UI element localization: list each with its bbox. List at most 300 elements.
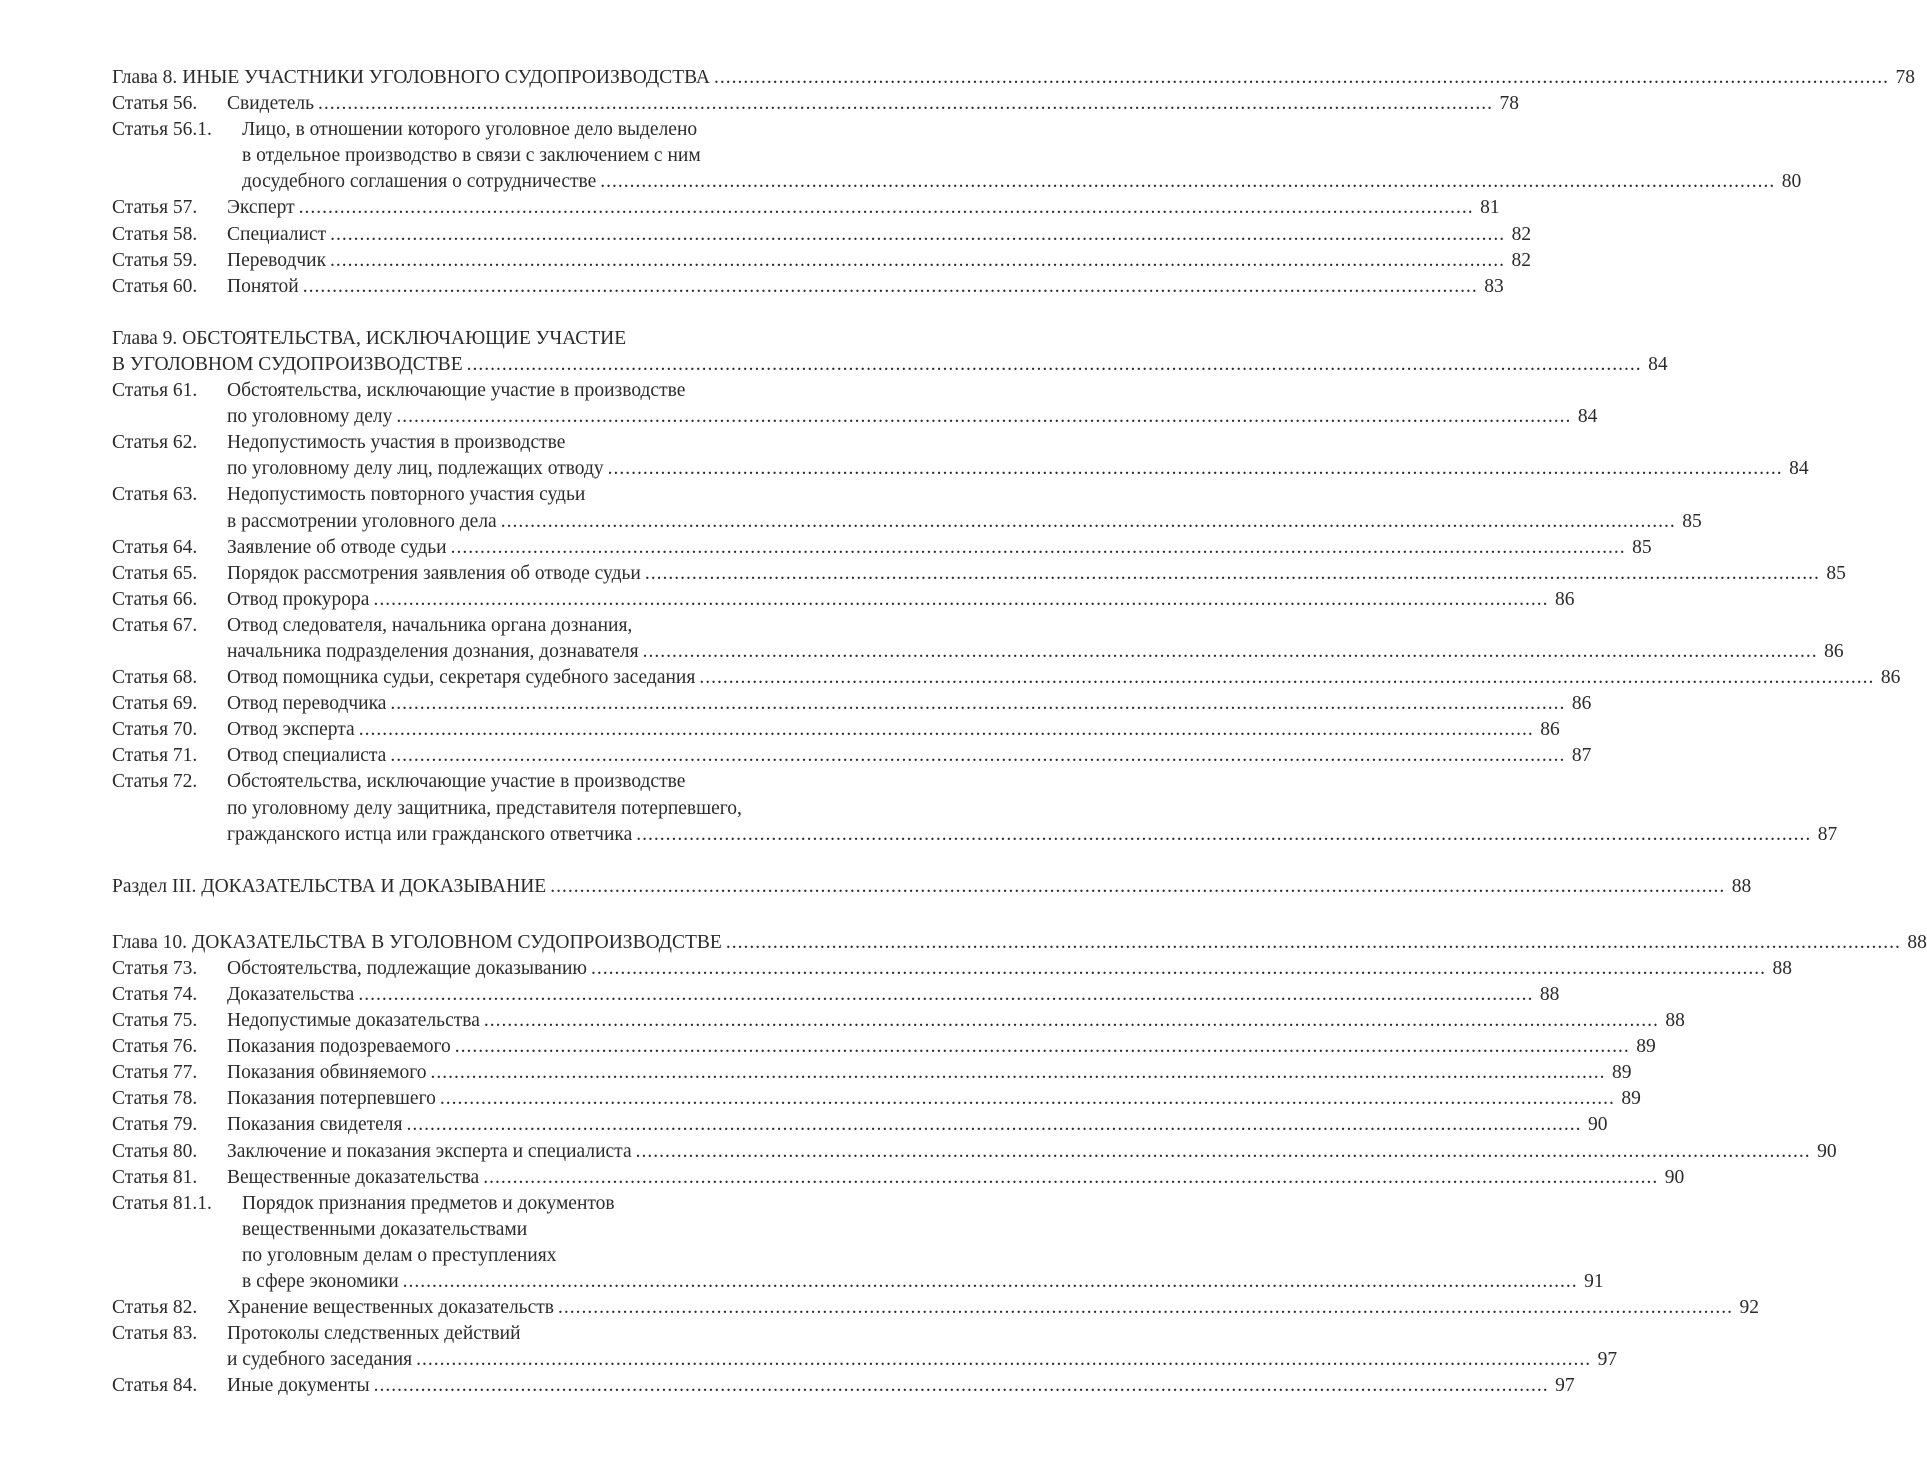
entry-title-text: Отвод помощника судьи, секретаря судебного заседания [227, 667, 696, 689]
toc-article-entry[interactable] [112, 1321, 1618, 1373]
entry-title-line [227, 404, 392, 430]
entry-label: Статья 63. [112, 484, 198, 506]
entry-line [227, 822, 1838, 848]
entry-label: Статья 81. [112, 1166, 198, 1188]
entry-body [227, 535, 1652, 561]
entry-title-text: Недопустимость участия в производстве [227, 432, 566, 454]
entry-title-text: по уголовному делу лиц, подлежащих отводу [227, 458, 604, 480]
dot-leader: ........................................................................................................................................................................................................ [402, 1271, 1578, 1293]
toc-chapter-entry[interactable] [112, 326, 1668, 378]
entry-line [112, 930, 1927, 956]
page-number: 89 [1636, 1036, 1656, 1058]
entry-title-line [227, 743, 386, 769]
entry-line [227, 274, 1504, 300]
dot-leader: ........................................................................................................................................................................................................ [600, 171, 1776, 193]
entry-title-line [227, 509, 497, 535]
entry-line [227, 613, 948, 639]
page-number: 78 [1499, 93, 1520, 115]
toc-article-entry[interactable] [112, 1165, 1685, 1191]
entry-label: Статья 82. [112, 1297, 198, 1319]
entry-body [227, 691, 1592, 717]
page-number: 97 [1555, 1375, 1575, 1397]
entry-body [227, 561, 1846, 587]
entry-label: Статья 73. [112, 957, 198, 979]
toc-article-entry[interactable] [112, 248, 1532, 274]
dot-leader: ........................................................................................................................................................................................................ [430, 1062, 1606, 1084]
entry-body [227, 1008, 1685, 1034]
entry-line [227, 1034, 1656, 1060]
entry-label: Статья 65. [112, 562, 198, 584]
entry-title-line [227, 1347, 412, 1373]
toc-article-entry[interactable] [112, 1373, 1575, 1399]
entry-line [227, 982, 1560, 1008]
entry-title-text: досудебного соглашения о сотрудничестве [242, 171, 597, 193]
entry-title-text: в рассмотрении уголовного дела [227, 510, 497, 532]
page-number: 86 [1554, 588, 1575, 610]
entry-line [227, 1321, 948, 1347]
entry-body [227, 1321, 1618, 1373]
entry-title-text: ОБСТОЯТЕЛЬСТВА, ИСКЛЮЧАЮЩИЕ УЧАСТИЕ [182, 327, 627, 349]
dot-leader: ........................................................................................................................................................................................................ [635, 1140, 1811, 1162]
dot-leader: ........................................................................................................................................................................................................ [454, 1036, 1630, 1058]
entry-title-line [227, 587, 369, 613]
page-number: 80 [1781, 171, 1802, 193]
page-number: 85 [1682, 510, 1702, 532]
page-number: 86 [1540, 719, 1560, 741]
entry-title-line [227, 222, 326, 248]
entry-body [227, 248, 1532, 274]
entry-body [227, 430, 1809, 482]
toc-article-entry[interactable] [112, 982, 1560, 1008]
page-number: 88 [1665, 1010, 1685, 1032]
entry-title-text: Показания обвиняемого [227, 1062, 427, 1084]
entry-title-line [227, 456, 604, 482]
entry-title-text: Показания свидетеля [227, 1114, 403, 1136]
entry-label: Статья 62. [112, 432, 198, 454]
entry-title-line [227, 1165, 479, 1191]
entry-title-line [227, 956, 587, 982]
entry-title-text: Вещественные доказательства [227, 1166, 480, 1188]
entry-body [227, 1034, 1656, 1060]
entry-line [112, 874, 1752, 900]
entry-title-line [227, 1008, 480, 1034]
toc-article-entry[interactable] [112, 717, 1560, 743]
entry-title-text: Эксперт [227, 197, 295, 219]
entry-body [242, 1191, 1604, 1295]
dot-leader: ........................................................................................................................................................................................................ [373, 1375, 1549, 1397]
entry-title-text: Обстоятельства, исключающие участие в производстве [227, 380, 686, 402]
entry-line [227, 639, 1844, 665]
entry-line [227, 1086, 1641, 1112]
entry-title-text: по уголовному делу [227, 406, 393, 428]
entry-title-text: Порядок рассмотрения заявления об отводе судьи [227, 562, 641, 584]
entry-title-line [227, 796, 742, 822]
page-number: 86 [1571, 693, 1592, 715]
entry-title-line [227, 1295, 554, 1321]
entry-title-text: Лицо, в отношении которого уголовное дело выделено [242, 119, 698, 141]
entry-title-text: Специалист [227, 223, 327, 245]
dot-leader: ........................................................................................................................................................................................................ [500, 510, 1676, 532]
entry-title-line [112, 65, 710, 91]
page-number: 91 [1584, 1271, 1604, 1293]
entry-line [227, 195, 1500, 221]
entry-title-text: Порядок признания предметов и документов [242, 1192, 615, 1214]
entry-body [227, 1060, 1632, 1086]
entry-label: Статья 56.1. [112, 119, 212, 141]
dot-leader: ........................................................................................................................................................................................................ [318, 93, 1494, 115]
entry-line [227, 1139, 1837, 1165]
entry-title-text: Заявление об отводе судьи [227, 536, 447, 558]
entry-body [227, 222, 1532, 248]
page-number: 85 [1826, 562, 1846, 584]
toc-article-entry[interactable] [112, 91, 1520, 117]
page-number: 83 [1484, 275, 1504, 297]
toc-article-entry[interactable] [112, 1295, 1759, 1321]
entry-title-text: Отвод следователя, начальника органа дознания, [227, 614, 633, 636]
entry-title-text: вещественными доказательствами [242, 1218, 528, 1240]
dot-leader: ........................................................................................................................................................................................................ [416, 1349, 1592, 1371]
entry-title-line [242, 1217, 527, 1243]
entry-title-text: Доказательства [227, 984, 355, 1005]
entry-line [227, 665, 1901, 691]
entry-label: Статья 80. [112, 1140, 198, 1162]
dot-leader: ........................................................................................................................................................................................................ [644, 562, 1820, 584]
toc-article-entry[interactable] [112, 222, 1532, 248]
entry-title-text: в отдельное производство в связи с заключением с ним [242, 145, 701, 167]
entry-title-line [227, 1034, 451, 1060]
entry-line [227, 717, 1560, 743]
entry-body [227, 613, 1844, 665]
entry-title-line [227, 378, 685, 404]
entry-title-text: гражданского истца или гражданского ответчика [227, 823, 633, 845]
toc-article-entry[interactable] [112, 587, 1575, 613]
page-number: 84 [1789, 458, 1809, 480]
page-number: 78 [1895, 67, 1915, 88]
dot-leader: ........................................................................................................................................................................................................ [483, 1166, 1659, 1188]
toc-chapter-entry[interactable] [112, 930, 1927, 956]
toc-article-entry[interactable] [112, 1139, 1837, 1165]
entry-title-line [242, 1191, 615, 1217]
page-number: 82 [1511, 223, 1532, 245]
entry-title-line [112, 930, 722, 956]
entry-title-line [112, 352, 463, 378]
entry-line [227, 769, 948, 795]
dot-leader: ........................................................................................................................................................................................................ [358, 719, 1534, 741]
entry-title-text: начальника подразделения дознания, дознавателя [227, 640, 639, 662]
entry-body [227, 769, 1838, 847]
entry-title-line [227, 1139, 632, 1165]
entry-title-text: Обстоятельства, подлежащие доказыванию [227, 957, 587, 979]
entry-label: Статья 59. [112, 249, 198, 271]
page-number: 81 [1480, 197, 1500, 219]
dot-leader: ........................................................................................................................................................................................................ [390, 745, 1566, 767]
entry-label: Глава 9. [112, 327, 178, 349]
entry-title-line [227, 535, 447, 561]
entry-label: Глава 8. [112, 67, 178, 88]
toc-article-entry[interactable] [112, 1112, 1608, 1138]
entry-body [112, 326, 1668, 378]
entry-label: Статья 75. [112, 1010, 198, 1032]
dot-leader: ........................................................................................................................................................................................................ [591, 957, 1766, 979]
entry-label: Статья 72. [112, 771, 198, 793]
dot-leader: ........................................................................................................................................................................................................ [406, 1114, 1582, 1136]
entry-line [227, 248, 1532, 274]
toc-article-entry[interactable] [112, 613, 1844, 665]
entry-title-text: Хранение вещественных доказательств [227, 1297, 554, 1319]
dot-leader: ........................................................................................................................................................................................................ [699, 667, 1875, 689]
page-number: 87 [1817, 823, 1838, 845]
entry-label: Статья 81.1. [112, 1192, 212, 1214]
entry-body [227, 587, 1575, 613]
entry-title-line [227, 1086, 436, 1112]
toc-article-entry[interactable] [112, 274, 1504, 300]
entry-title-text: Отвод прокурора [227, 588, 370, 610]
entry-line [227, 587, 1575, 613]
entry-line [112, 352, 1668, 378]
entry-body [227, 743, 1592, 769]
entry-label: Статья 57. [112, 197, 198, 219]
entry-line [242, 1217, 948, 1243]
entry-body [227, 195, 1500, 221]
entry-line [227, 482, 948, 508]
toc-article-entry[interactable] [112, 769, 1838, 847]
entry-label: Статья 67. [112, 614, 198, 636]
entry-title-text: Заключение и показания эксперта и специалиста [227, 1140, 632, 1162]
entry-body [112, 874, 1752, 900]
toc-section-entry[interactable] [112, 874, 1752, 900]
toc-article-entry[interactable] [112, 482, 1702, 534]
entry-body [227, 1165, 1685, 1191]
dot-leader: ........................................................................................................................................................................................................ [450, 536, 1626, 558]
entry-title-text: по уголовным делам о преступлениях [242, 1244, 557, 1266]
entry-body [242, 117, 1802, 195]
entry-label: Статья 84. [112, 1375, 198, 1397]
page-number: 84 [1648, 353, 1668, 375]
page-number: 88 [1772, 957, 1792, 979]
entry-title-text: Показания подозреваемого [227, 1036, 451, 1058]
entry-title-line [227, 822, 632, 848]
toc-article-entry[interactable] [112, 561, 1846, 587]
page-number: 84 [1577, 406, 1598, 428]
entry-title-line [227, 1373, 370, 1399]
entry-title-text: Протоколы следственных действий [227, 1323, 521, 1345]
entry-title-line [112, 874, 546, 900]
entry-title-text: Понятой [227, 275, 299, 297]
toc-article-entry[interactable] [112, 535, 1652, 561]
entry-line [227, 404, 1598, 430]
toc-article-entry[interactable] [112, 956, 1792, 982]
entry-title-line [112, 326, 626, 352]
entry-title-line [227, 982, 354, 1008]
page-number: 86 [1824, 640, 1844, 662]
entry-title-text: Отвод переводчика [227, 693, 387, 715]
page-number: 82 [1511, 249, 1532, 271]
entry-label: Статья 78. [112, 1088, 198, 1110]
table-of-contents [112, 65, 1927, 1400]
entry-title-text: Отвод специалиста [227, 745, 387, 767]
entry-line [227, 430, 948, 456]
entry-line [227, 378, 948, 404]
entry-label: Статья 83. [112, 1323, 198, 1345]
page-number: 89 [1611, 1062, 1632, 1084]
entry-line [227, 91, 1520, 117]
entry-title-text: по уголовному делу защитника, представителя потерпевшего, [227, 797, 742, 819]
entry-label: Статья 64. [112, 536, 198, 558]
entry-body [227, 91, 1520, 117]
page-number: 86 [1880, 667, 1901, 689]
entry-title-line [227, 274, 299, 300]
entry-title-text: ДОКАЗАТЕЛЬСТВА В УГОЛОВНОМ СУДОПРОИЗВОДСТВЕ [191, 931, 722, 953]
entry-label: Статья 71. [112, 745, 198, 767]
entry-line [242, 1243, 948, 1269]
toc-article-entry[interactable] [112, 1191, 1604, 1295]
entry-body [227, 665, 1901, 691]
entry-title-text: Переводчик [227, 249, 327, 271]
entry-title-line [227, 639, 639, 665]
entry-body [227, 274, 1504, 300]
entry-body [227, 956, 1792, 982]
entry-label: Статья 74. [112, 984, 198, 1005]
entry-label: Глава 10. [112, 931, 188, 953]
entry-title-line [227, 430, 565, 456]
entry-body [227, 1295, 1759, 1321]
entry-body [227, 982, 1560, 1008]
entry-title-line [227, 1060, 426, 1086]
page-number: 90 [1588, 1114, 1608, 1136]
entry-line [227, 1060, 1632, 1086]
dot-leader: ........................................................................................................................................................................................................ [358, 984, 1534, 1005]
toc-article-entry[interactable] [112, 1008, 1685, 1034]
dot-leader: ........................................................................................................................................................................................................ [302, 275, 1478, 297]
dot-leader: ........................................................................................................................................................................................................ [466, 353, 1642, 375]
page-number: 85 [1632, 536, 1652, 558]
entry-label: Статья 68. [112, 667, 198, 689]
entry-label: Статья 77. [112, 1062, 198, 1084]
toc-article-entry[interactable] [112, 117, 1802, 195]
toc-article-entry[interactable] [112, 430, 1809, 482]
toc-article-entry[interactable] [112, 1086, 1641, 1112]
entry-title-line [227, 665, 695, 691]
entry-label: Статья 79. [112, 1114, 198, 1136]
toc-article-entry[interactable] [112, 665, 1901, 691]
dot-leader: ........................................................................................................................................................................................................ [557, 1297, 1733, 1319]
entry-title-line [242, 117, 697, 143]
dot-leader: ........................................................................................................................................................................................................ [330, 223, 1506, 245]
entry-line [242, 1191, 948, 1217]
entry-label: Статья 60. [112, 275, 198, 297]
entry-body [112, 930, 1927, 956]
entry-title-line [242, 169, 596, 195]
dot-leader: ........................................................................................................................................................................................................ [483, 1010, 1659, 1032]
toc-chapter-entry[interactable] [112, 65, 1915, 91]
toc-article-entry[interactable] [112, 743, 1592, 769]
entry-title-line [242, 143, 701, 169]
entry-title-line [227, 613, 632, 639]
entry-title-line [227, 717, 355, 743]
entry-label: Раздел III. [112, 875, 197, 897]
entry-title-text: в сфере экономики [242, 1271, 399, 1293]
dot-leader: ........................................................................................................................................................................................................ [607, 458, 1783, 480]
entry-title-line [242, 1243, 556, 1269]
entry-line [227, 222, 1532, 248]
entry-body [227, 482, 1702, 534]
toc-article-entry[interactable] [112, 378, 1598, 430]
toc-article-entry[interactable] [112, 1060, 1632, 1086]
entry-line [227, 509, 1702, 535]
dot-leader: ........................................................................................................................................................................................................ [439, 1088, 1615, 1110]
toc-article-entry[interactable] [112, 195, 1500, 221]
entry-title-text: Иные документы [227, 1375, 370, 1397]
entry-line [227, 456, 1809, 482]
page-number: 88 [1907, 931, 1927, 953]
entry-body [227, 1373, 1575, 1399]
page-number: 90 [1664, 1166, 1685, 1188]
entry-label: Статья 61. [112, 380, 198, 402]
dot-leader: ........................................................................................................................................................................................................ [550, 875, 1726, 897]
entry-label: Статья 58. [112, 223, 198, 245]
entry-title-text: Обстоятельства, исключающие участие в производстве [227, 771, 686, 793]
entry-line [227, 956, 1792, 982]
entry-title-line [227, 91, 314, 117]
entry-title-line [227, 769, 685, 795]
entry-title-text: ДОКАЗАТЕЛЬСТВА И ДОКАЗЫВАНИЕ [201, 875, 547, 897]
entry-line [227, 796, 948, 822]
entry-label: Статья 56. [112, 93, 198, 115]
page-number: 88 [1539, 984, 1560, 1005]
entry-title-text: Отвод эксперта [227, 719, 355, 741]
entry-line [242, 143, 948, 169]
entry-body [112, 65, 1915, 91]
entry-line [227, 1112, 1608, 1138]
entry-title-text: Недопустимые доказательства [227, 1010, 480, 1032]
dot-leader: ........................................................................................................................................................................................................ [390, 693, 1566, 715]
entry-line [112, 65, 1915, 91]
entry-line [242, 1269, 1604, 1295]
entry-line [242, 169, 1802, 195]
dot-leader: ........................................................................................................................................................................................................ [725, 931, 1901, 953]
entry-title-line [227, 1112, 403, 1138]
entry-line [227, 535, 1652, 561]
page-number: 92 [1739, 1297, 1759, 1319]
entry-body [227, 1112, 1608, 1138]
entry-line [227, 1373, 1575, 1399]
entry-label: Статья 76. [112, 1036, 198, 1058]
page-number: 87 [1571, 745, 1592, 767]
dot-leader: ........................................................................................................................................................................................................ [636, 823, 1812, 845]
toc-article-entry[interactable] [112, 691, 1592, 717]
entry-title-line [227, 691, 386, 717]
entry-title-line [227, 1321, 521, 1347]
entry-title-text: Показания потерпевшего [227, 1088, 436, 1110]
toc-article-entry[interactable] [112, 1034, 1656, 1060]
entry-line [227, 1165, 1685, 1191]
dot-leader: ........................................................................................................................................................................................................ [298, 197, 1474, 219]
entry-body [227, 1086, 1641, 1112]
entry-line [227, 743, 1592, 769]
page-number: 88 [1731, 875, 1752, 897]
entry-body [227, 717, 1560, 743]
dot-leader: ........................................................................................................................................................................................................ [330, 249, 1506, 271]
entry-line [227, 1347, 1618, 1373]
page-number: 90 [1817, 1140, 1837, 1162]
entry-title-text: В УГОЛОВНОМ СУДОПРОИЗВОДСТВЕ [112, 353, 463, 375]
entry-line [242, 117, 948, 143]
entry-title-line [227, 248, 326, 274]
entry-body [227, 1139, 1837, 1165]
page-number: 97 [1597, 1349, 1618, 1371]
dot-leader: ........................................................................................................................................................................................................ [396, 406, 1572, 428]
entry-body [227, 378, 1598, 430]
